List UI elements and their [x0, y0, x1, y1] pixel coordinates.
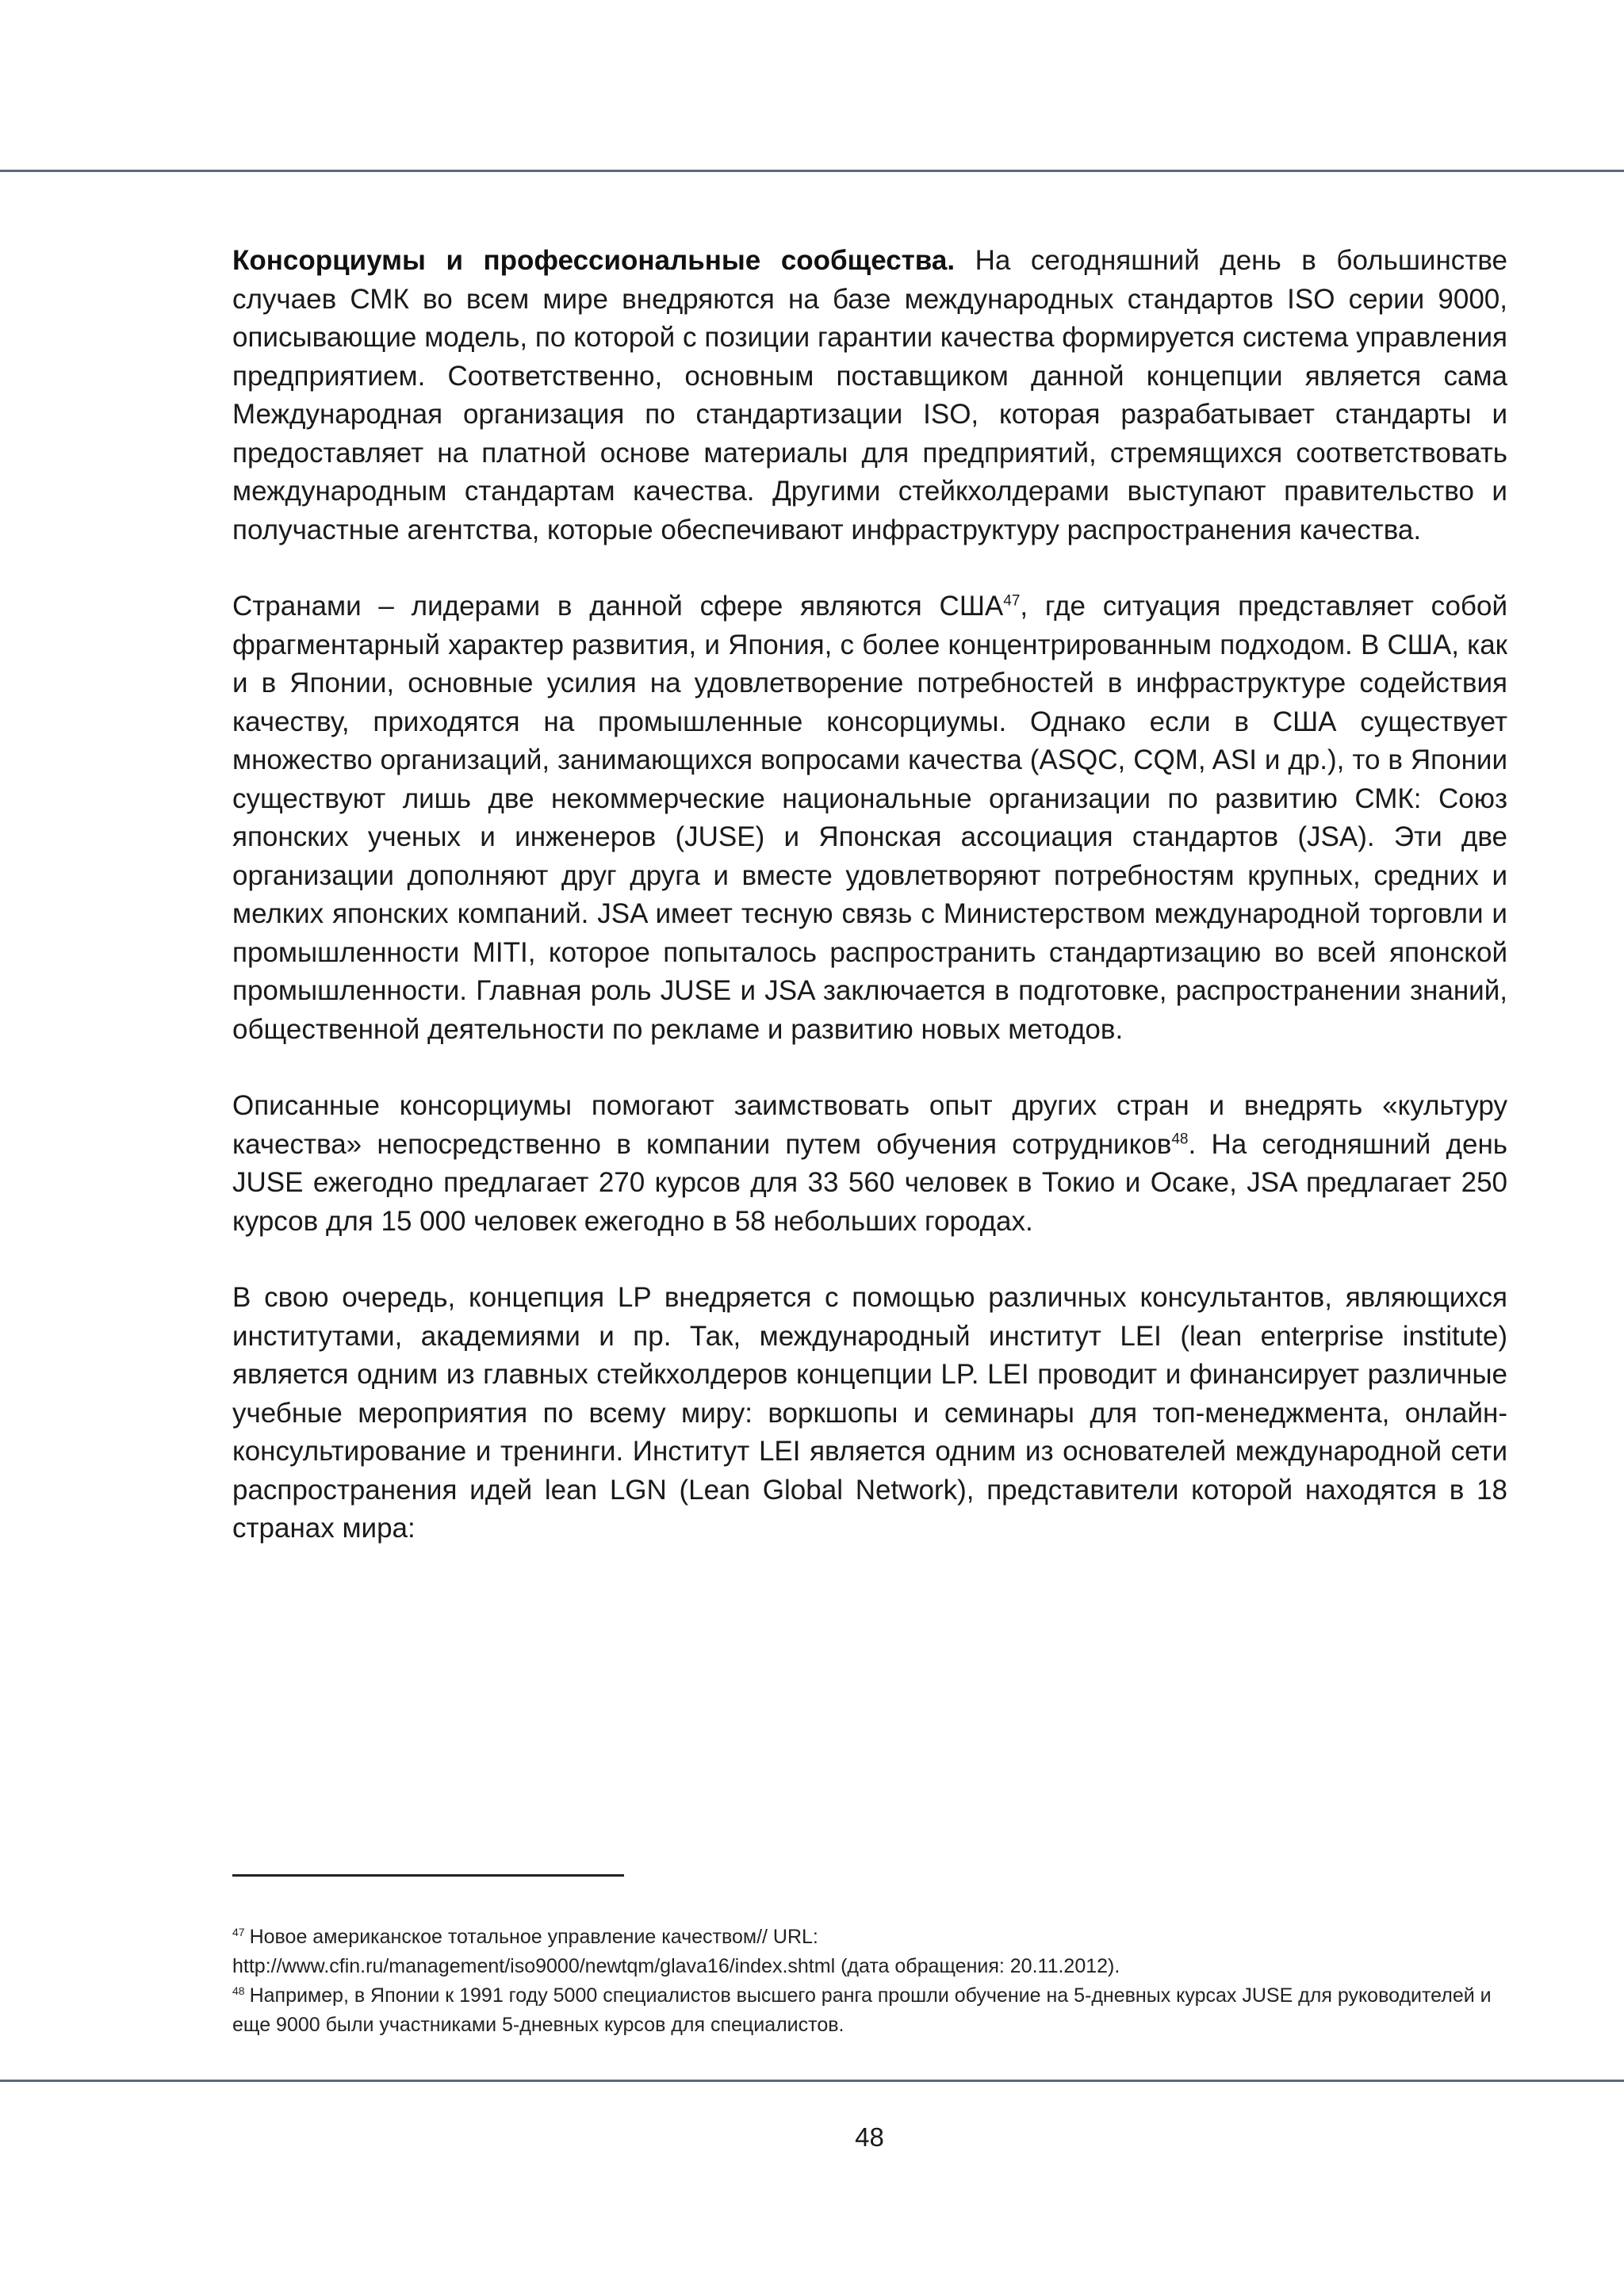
footnote-link[interactable]: http://www.cfin.ru/management/iso9000/newtqm/glava16/index.shtml (дата обращения: 20.11.2012).: [232, 1955, 1120, 1977]
footnotes: [232, 1923, 1507, 2040]
footnote-48: [232, 1981, 1507, 2040]
paragraph-quality-culture: [232, 1087, 1507, 1241]
footnote-47: [232, 1923, 1507, 1981]
header-rule: [0, 170, 1624, 172]
paragraph-text: В свою очередь, концепция LP внедряется с помощью различных консультантов, являющихся институтами, академиями и пр. Так, международный институт LEI (lean enterprise institute) является одним из главных стейкхолдеров концепции LP. LEI проводит и финансирует различные учебные мероприятия по всему миру: воркшопы и семинары для топ-менеджмента, онлайн-консультирование и тренинги. Институт LEI является одним из основателей международной сети распространения идей lean LGN (Lean Global Network), представители которой находятся в 18 странах мира:: [232, 1282, 1507, 1544]
paragraph-text: Описанные консорциумы помогают заимствовать опыт других стран и внедрять «культуру качества» непосредственно в компании путем обучения сотрудников: [232, 1090, 1507, 1160]
page-body: [232, 242, 1507, 1586]
paragraph-lean-concept: [232, 1279, 1507, 1548]
paragraph-text: Странами – лидерами в данной сфере являются США: [232, 591, 1004, 622]
paragraph-leaders: [232, 587, 1507, 1049]
footnote-reference-47[interactable]: 47: [1003, 592, 1021, 610]
paragraph-text: . На сегодняшний день JUSE ежегодно предлагает 270 курсов для 33 560 человек в Токио и Осаке, JSA предлагает 250 курсов для 15 000 человек ежегодно в 58 небольших городах.: [232, 1128, 1508, 1237]
paragraph-lead-heading: Консорциумы и профессиональные сообщества.: [232, 245, 956, 276]
footnote-number: 48: [232, 1984, 245, 1997]
footnote-reference-48[interactable]: 48: [1171, 1130, 1189, 1147]
footer-rule: [0, 2080, 1624, 2082]
footnote-number: 47: [232, 1925, 245, 1938]
paragraph-text: , где ситуация представляет собой фрагментарный характер развития, и Япония, с более концентрированным подходом. В США, как и в Японии, основные усилия на удовлетворение потребностей в инфраструктуре содействия качеству, приходятся на промышленные консорциумы. Однако если в США существует множество организаций, занимающихся вопросами качества (ASQC, CQM, ASI и др.), то в Японии существуют лишь две некоммерческие национальные организации по развитию СМК: Союз японских ученых и инженеров (JUSE) и Японская ассоциация стандартов (JSA). Эти две организации дополняют друг друга и вместе удовлетворяют потребностям крупных, средних и мелких японских компаний. JSA имеет тесную связь с Министерством международной торговли и промышленности MITI, которое попыталось распространить стандартизацию во всей японской промышленности. Главная роль JUSE и JSA заключается в подготовке, распространении знаний, общественной деятельности по рекламе и развитию новых методов.: [232, 591, 1507, 1045]
footnote-text: Например, в Японии к 1991 году 5000 специалистов высшего ранга прошли обучение на 5-дневных курсах JUSE для руководителей и еще 9000 были участниками 5-дневных курсов для специалистов.: [232, 1984, 1492, 2036]
paragraph-consortiums: [232, 242, 1507, 549]
paragraph-text: На сегодняшний день в большинстве случаев СМК во всем мире внедряются на базе международных стандартов ISO серии 9000, описывающие модель, по которой с позиции гарантии качества формируется система управления предприятием. Соответственно, основным поставщиком данной концепции является сама Международная организация по стандартизации ISO, которая разрабатывает стандарты и предоставляет на платной основе материалы для предприятий, стремящихся соответствовать международным стандартам качества. Другими стейкхолдерами выступают правительство и получастные агентства, которые обеспечивают инфраструктуру распространения качества.: [232, 245, 1507, 545]
footnote-text: Новое американское тотальное управление качеством// URL:: [249, 1926, 818, 1948]
footnote-separator: [232, 1874, 624, 1877]
page-number: 48: [855, 2122, 884, 2152]
